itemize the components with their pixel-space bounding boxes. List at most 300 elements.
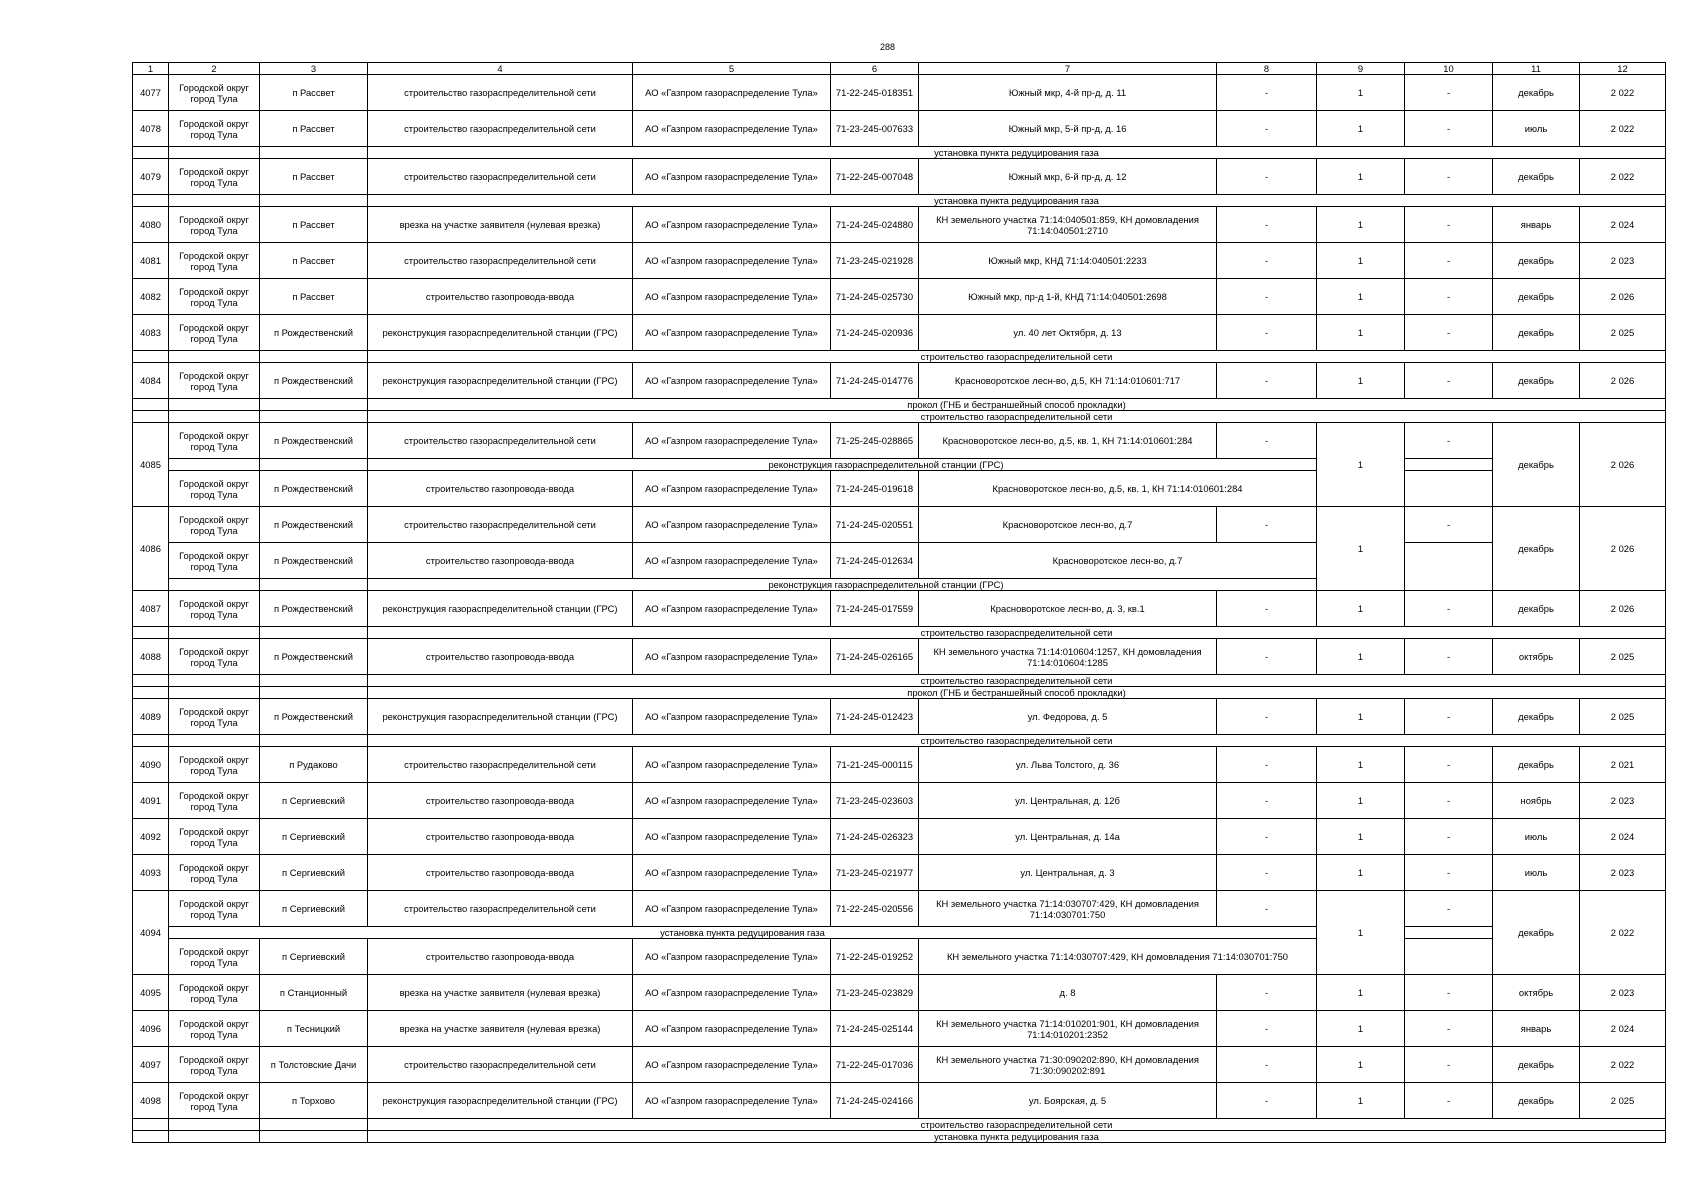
table-cell: 4098 (133, 1083, 169, 1119)
table-cell: 1 (1317, 975, 1405, 1011)
table-row (133, 243, 1666, 279)
table-cell: 71-24-245-026165 (831, 639, 919, 675)
table-cell: строительство газопровода-ввода (368, 279, 633, 315)
column-header: 2 (169, 63, 260, 75)
table-cell: 4097 (133, 1047, 169, 1083)
table-cell (260, 411, 368, 423)
table-cell: - (1405, 639, 1493, 675)
table-cell: КН земельного участка 71:14:010604:1257, КН домовладения 71:14:010604:1285 (919, 639, 1217, 675)
table-cell (260, 195, 368, 207)
table-cell (260, 351, 368, 363)
table-cell: - (1217, 747, 1317, 783)
table-cell: 1 (1317, 747, 1405, 783)
table-row (133, 507, 1666, 543)
table-cell: - (1217, 975, 1317, 1011)
table-cell: - (1217, 1011, 1317, 1047)
table-cell: 4077 (133, 75, 169, 111)
table-cell: строительство газопровода-ввода (368, 639, 633, 675)
table-cell: ул. Боярская, д. 5 (919, 1083, 1217, 1119)
table-row (133, 279, 1666, 315)
table-cell: Городской округ город Тула (169, 747, 260, 783)
table-cell: реконструкция газораспределительной станции (ГРС) (368, 591, 633, 627)
table-cell: Городской округ город Тула (169, 699, 260, 735)
table-cell: 71-23-245-007633 (831, 111, 919, 147)
table-cell (260, 399, 368, 411)
table-cell: КН земельного участка 71:14:030707:429, КН домовладения 71:14:030701:750 (919, 891, 1217, 927)
table-cell: 71-25-245-028865 (831, 423, 919, 459)
table-cell: 1 (1317, 75, 1405, 111)
column-header: 10 (1405, 63, 1493, 75)
table-cell: 4085 (133, 423, 169, 507)
table-cell: 2 021 (1580, 747, 1666, 783)
table-cell: строительство газораспределительной сети (368, 1047, 633, 1083)
table-cell: Городской округ город Тула (169, 939, 260, 975)
table-cell: декабрь (1493, 747, 1580, 783)
table-cell: ул. Центральная, д. 12б (919, 783, 1217, 819)
table-cell: ноябрь (1493, 783, 1580, 819)
table-cell: строительство газораспределительной сети (368, 507, 633, 543)
table-cell (169, 627, 260, 639)
table-cell: 2 023 (1580, 783, 1666, 819)
table-cell: строительство газопровода-ввода (368, 939, 633, 975)
table-cell: - (1217, 75, 1317, 111)
table-cell: июль (1493, 855, 1580, 891)
table-cell (133, 411, 169, 423)
table-cell: - (1405, 507, 1493, 543)
table-cell: 71-24-245-025730 (831, 279, 919, 315)
table-cell: 1 (1317, 1083, 1405, 1119)
table-cell: строительство газораспределительной сети (368, 735, 1666, 747)
table-cell: 71-23-245-023603 (831, 783, 919, 819)
table-cell: Городской округ город Тула (169, 819, 260, 855)
table-cell: АО «Газпром газораспределение Тула» (633, 423, 831, 459)
table-cell: АО «Газпром газораспределение Тула» (633, 111, 831, 147)
table-cell (260, 147, 368, 159)
table-cell (1405, 927, 1493, 939)
table-cell: - (1405, 819, 1493, 855)
table-cell: - (1217, 315, 1317, 351)
table-cell: декабрь (1493, 699, 1580, 735)
table-cell: июль (1493, 111, 1580, 147)
table-row (133, 363, 1666, 399)
table-cell: 1 (1317, 315, 1405, 351)
table-cell: 71-23-245-021977 (831, 855, 919, 891)
table-cell: АО «Газпром газораспределение Тула» (633, 279, 831, 315)
table-cell (133, 1131, 169, 1143)
table-cell: строительство газораспределительной сети (368, 159, 633, 195)
table-cell: Городской округ город Тула (169, 975, 260, 1011)
table-cell (169, 399, 260, 411)
table-cell: 71-24-245-017559 (831, 591, 919, 627)
table-cell (1405, 471, 1493, 507)
table-cell: АО «Газпром газораспределение Тула» (633, 75, 831, 111)
table-cell: - (1405, 423, 1493, 459)
table-cell: октябрь (1493, 639, 1580, 675)
table-cell: 1 (1317, 819, 1405, 855)
table-cell: Городской округ город Тула (169, 279, 260, 315)
table-cell: - (1217, 783, 1317, 819)
table-cell: КН земельного участка 71:14:010201:901, КН домовладения 71:14:010201:2352 (919, 1011, 1217, 1047)
table-cell (133, 687, 169, 699)
table-cell: п Рождественский (260, 471, 368, 507)
table-cell: 2 026 (1580, 423, 1666, 507)
column-header: 11 (1493, 63, 1580, 75)
table-cell: январь (1493, 1011, 1580, 1047)
table-cell: - (1217, 111, 1317, 147)
table-cell: АО «Газпром газораспределение Тула» (633, 471, 831, 507)
sub-note-row (133, 1119, 1666, 1131)
table-cell: АО «Газпром газораспределение Тула» (633, 639, 831, 675)
table-cell (260, 1119, 368, 1131)
table-cell: - (1217, 243, 1317, 279)
table-cell: - (1217, 855, 1317, 891)
table-cell: 2 025 (1580, 315, 1666, 351)
table-cell: 4087 (133, 591, 169, 627)
table-cell: строительство газораспределительной сети (368, 891, 633, 927)
table-cell: п Толстовские Дачи (260, 1047, 368, 1083)
table-row (133, 423, 1666, 459)
sub-note-row (133, 195, 1666, 207)
table-cell: АО «Газпром газораспределение Тула» (633, 591, 831, 627)
table-cell: 71-24-245-012423 (831, 699, 919, 735)
table-cell: Городской округ город Тула (169, 891, 260, 927)
table-cell: д. 8 (919, 975, 1217, 1011)
table-cell: декабрь (1493, 159, 1580, 195)
table-row (133, 1083, 1666, 1119)
table-cell: АО «Газпром газораспределение Тула» (633, 159, 831, 195)
table-cell: 4086 (133, 507, 169, 591)
sub-note-row (133, 1131, 1666, 1143)
table-cell: декабрь (1493, 243, 1580, 279)
table-cell: АО «Газпром газораспределение Тула» (633, 1083, 831, 1119)
table-cell: 2 022 (1580, 159, 1666, 195)
table-cell: 1 (1317, 207, 1405, 243)
table-cell: Городской округ город Тула (169, 315, 260, 351)
sub-note-row (133, 459, 1666, 471)
table-cell: - (1405, 363, 1493, 399)
table-cell: Южный мкр, 4-й пр-д, д. 11 (919, 75, 1217, 111)
table-cell: - (1217, 507, 1317, 543)
header-row (133, 63, 1666, 75)
table-cell: 4084 (133, 363, 169, 399)
table-cell: - (1217, 1083, 1317, 1119)
table-cell: строительство газопровода-ввода (368, 471, 633, 507)
table-cell (133, 675, 169, 687)
table-cell: 4088 (133, 639, 169, 675)
table-cell: - (1405, 891, 1493, 927)
table-cell: прокол (ГНБ и бестраншейный способ прокладки) (368, 399, 1666, 411)
table-cell: - (1405, 279, 1493, 315)
table-cell: п Рождественский (260, 507, 368, 543)
table-cell: 2 023 (1580, 855, 1666, 891)
table-row (133, 315, 1666, 351)
table-cell: ул. Центральная, д. 3 (919, 855, 1217, 891)
table-row (133, 207, 1666, 243)
sub-note-row (133, 411, 1666, 423)
table-cell: АО «Газпром газораспределение Тула» (633, 543, 831, 579)
table-cell: АО «Газпром газораспределение Тула» (633, 891, 831, 927)
table-cell (133, 147, 169, 159)
table-cell: п Рудаково (260, 747, 368, 783)
table-cell: строительство газораспределительной сети (368, 675, 1666, 687)
table-cell: - (1217, 1047, 1317, 1083)
table-row (133, 891, 1666, 927)
table-cell: 71-23-245-021928 (831, 243, 919, 279)
table-cell: декабрь (1493, 423, 1580, 507)
table-cell: 71-24-245-012634 (831, 543, 919, 579)
table-cell: 4096 (133, 1011, 169, 1047)
table-cell: 2 026 (1580, 279, 1666, 315)
table-cell: 1 (1317, 111, 1405, 147)
table-cell: 4083 (133, 315, 169, 351)
table-cell: врезка на участке заявителя (нулевая врезка) (368, 207, 633, 243)
table-row (133, 939, 1666, 975)
table-cell: 2 026 (1580, 363, 1666, 399)
table-row (133, 1011, 1666, 1047)
table-cell: установка пункта редуцирования газа (169, 927, 1317, 939)
table-cell: АО «Газпром газораспределение Тула» (633, 939, 831, 975)
table-cell: Городской округ город Тула (169, 75, 260, 111)
table-cell: июль (1493, 819, 1580, 855)
table-cell: реконструкция газораспределительной станции (ГРС) (368, 459, 1405, 471)
table-cell: Городской округ город Тула (169, 207, 260, 243)
table-cell: 1 (1317, 855, 1405, 891)
table-cell: п Сергиевский (260, 939, 368, 975)
table-cell: Южный мкр, КНД 71:14:040501:2233 (919, 243, 1217, 279)
table-row (133, 639, 1666, 675)
table-cell: - (1405, 1011, 1493, 1047)
table-cell: п Сергиевский (260, 783, 368, 819)
table-cell (260, 579, 368, 591)
table-cell (133, 735, 169, 747)
table-cell: п Рождественский (260, 363, 368, 399)
table-cell (260, 687, 368, 699)
table-cell: - (1217, 891, 1317, 927)
table-cell: строительство газопровода-ввода (368, 783, 633, 819)
table-cell (260, 459, 368, 471)
table-cell: КН земельного участка 71:14:040501:859, КН домовладения 71:14:040501:2710 (919, 207, 1217, 243)
table-cell: декабрь (1493, 1083, 1580, 1119)
sub-note-row (133, 735, 1666, 747)
table-cell: реконструкция газораспределительной станции (ГРС) (368, 579, 1405, 591)
column-header: 3 (260, 63, 368, 75)
table-cell (133, 351, 169, 363)
table-cell: Городской округ город Тула (169, 423, 260, 459)
table-cell: п Сергиевский (260, 891, 368, 927)
table-cell: Городской округ город Тула (169, 471, 260, 507)
table-cell: АО «Газпром газораспределение Тула» (633, 855, 831, 891)
table-cell: - (1405, 207, 1493, 243)
table-cell: 71-22-245-017036 (831, 1047, 919, 1083)
table-cell: п Рассвет (260, 279, 368, 315)
table-cell: 1 (1317, 507, 1405, 591)
table-cell: 71-24-245-025144 (831, 1011, 919, 1047)
table-row (133, 747, 1666, 783)
table-cell: 4094 (133, 891, 169, 975)
table-cell: реконструкция газораспределительной станции (ГРС) (368, 315, 633, 351)
table-cell: Городской округ город Тула (169, 591, 260, 627)
table-row (133, 783, 1666, 819)
table-cell: АО «Газпром газораспределение Тула» (633, 507, 831, 543)
data-table (132, 62, 1666, 1143)
table-cell: - (1405, 747, 1493, 783)
table-cell (260, 627, 368, 639)
table-cell: 1 (1317, 1047, 1405, 1083)
table-cell: декабрь (1493, 279, 1580, 315)
table-cell: Городской округ город Тула (169, 507, 260, 543)
table-cell: декабрь (1493, 891, 1580, 975)
table-cell: ул. Льва Толстого, д. 36 (919, 747, 1217, 783)
column-header: 8 (1217, 63, 1317, 75)
sub-note-row (133, 399, 1666, 411)
table-cell: Городской округ город Тула (169, 159, 260, 195)
table-cell: 2 024 (1580, 207, 1666, 243)
table-cell: 4078 (133, 111, 169, 147)
table-cell: п Рождественский (260, 543, 368, 579)
table-cell: Красноворотское лесн-во, д.5, КН 71:14:010601:717 (919, 363, 1217, 399)
table-cell: прокол (ГНБ и бестраншейный способ прокладки) (368, 687, 1666, 699)
table-cell (133, 1119, 169, 1131)
table-cell: КН земельного участка 71:30:090202:890, КН домовладения 71:30:090202:891 (919, 1047, 1217, 1083)
table-cell: - (1405, 699, 1493, 735)
table-cell: Городской округ город Тула (169, 243, 260, 279)
table-cell: строительство газораспределительной сети (368, 351, 1666, 363)
table-cell: 1 (1317, 363, 1405, 399)
table-cell: 4090 (133, 747, 169, 783)
table-cell: - (1405, 75, 1493, 111)
table-cell: Городской округ город Тула (169, 1047, 260, 1083)
table-cell: 1 (1317, 639, 1405, 675)
table-cell: - (1405, 975, 1493, 1011)
table-cell: установка пункта редуцирования газа (368, 147, 1666, 159)
table-cell: строительство газопровода-ввода (368, 819, 633, 855)
sub-note-row (133, 627, 1666, 639)
table-cell: строительство газораспределительной сети (368, 111, 633, 147)
table-cell: 1 (1317, 699, 1405, 735)
table-cell: 4080 (133, 207, 169, 243)
table-cell: Южный мкр, 5-й пр-д, д. 16 (919, 111, 1217, 147)
table-cell (1405, 459, 1493, 471)
table-cell: 2 023 (1580, 975, 1666, 1011)
table-cell: октябрь (1493, 975, 1580, 1011)
table-cell: п Станционный (260, 975, 368, 1011)
table-cell: АО «Газпром газораспределение Тула» (633, 783, 831, 819)
column-header: 9 (1317, 63, 1405, 75)
table-cell: 4081 (133, 243, 169, 279)
table-cell: 4089 (133, 699, 169, 735)
table-cell: строительство газораспределительной сети (368, 243, 633, 279)
table-cell: - (1405, 591, 1493, 627)
table-cell (1405, 939, 1493, 975)
table-cell: строительство газораспределительной сети (368, 423, 633, 459)
table-cell: 4082 (133, 279, 169, 315)
table-row (133, 819, 1666, 855)
table-cell: 1 (1317, 159, 1405, 195)
table-cell: Городской округ город Тула (169, 783, 260, 819)
table-cell: Городской округ город Тула (169, 543, 260, 579)
table-row (133, 159, 1666, 195)
table-cell: - (1405, 1047, 1493, 1083)
table-cell (133, 195, 169, 207)
table-cell: Городской округ город Тула (169, 639, 260, 675)
table-cell: строительство газораспределительной сети (368, 75, 633, 111)
table-cell: - (1217, 423, 1317, 459)
sub-note-row (133, 927, 1666, 939)
table-cell: 71-22-245-007048 (831, 159, 919, 195)
table-cell: Красноворотское лесн-во, д.7 (919, 507, 1217, 543)
table-cell (169, 687, 260, 699)
table-cell: АО «Газпром газораспределение Тула» (633, 1047, 831, 1083)
column-header: 12 (1580, 63, 1666, 75)
table-cell: 2 024 (1580, 819, 1666, 855)
column-header: 1 (133, 63, 169, 75)
table-cell: АО «Газпром газораспределение Тула» (633, 819, 831, 855)
table-cell: 2 022 (1580, 111, 1666, 147)
table-cell (169, 735, 260, 747)
table-cell: Красноворотское лесн-во, д.7 (919, 543, 1317, 579)
sub-note-row (133, 147, 1666, 159)
table-cell: п Рассвет (260, 243, 368, 279)
table-row (133, 75, 1666, 111)
sub-note-row (133, 351, 1666, 363)
table-cell: Городской округ город Тула (169, 1083, 260, 1119)
table-cell: п Рассвет (260, 159, 368, 195)
table-cell: Городской округ город Тула (169, 363, 260, 399)
sub-note-row (133, 675, 1666, 687)
table-cell: декабрь (1493, 315, 1580, 351)
table-cell: 1 (1317, 783, 1405, 819)
table-cell: 2 022 (1580, 891, 1666, 975)
table-cell: АО «Газпром газораспределение Тула» (633, 363, 831, 399)
table-cell: п Сергиевский (260, 819, 368, 855)
table-cell: - (1217, 159, 1317, 195)
table-cell: декабрь (1493, 1047, 1580, 1083)
table-cell: 1 (1317, 279, 1405, 315)
table-cell: 71-23-245-023829 (831, 975, 919, 1011)
table-cell: Городской округ город Тула (169, 855, 260, 891)
table-cell: декабрь (1493, 591, 1580, 627)
table-cell: п Рассвет (260, 207, 368, 243)
column-header: 5 (633, 63, 831, 75)
table-cell: строительство газораспределительной сети (368, 411, 1666, 423)
table-row (133, 699, 1666, 735)
table-cell: - (1217, 819, 1317, 855)
table-cell: 2 025 (1580, 639, 1666, 675)
table-cell: п Сергиевский (260, 855, 368, 891)
table-cell: 4079 (133, 159, 169, 195)
table-cell: реконструкция газораспределительной станции (ГРС) (368, 1083, 633, 1119)
table-cell (133, 627, 169, 639)
table-cell: п Рождественский (260, 639, 368, 675)
table-cell: январь (1493, 207, 1580, 243)
table-cell: 1 (1317, 1011, 1405, 1047)
table-cell: - (1405, 783, 1493, 819)
table-cell: п Рождественский (260, 591, 368, 627)
table-cell: 1 (1317, 891, 1405, 975)
table-cell: врезка на участке заявителя (нулевая врезка) (368, 975, 633, 1011)
table-cell: 2 022 (1580, 1047, 1666, 1083)
page-number: 288 (880, 42, 896, 52)
column-header: 4 (368, 63, 633, 75)
table-cell (133, 399, 169, 411)
table-cell: 1 (1317, 591, 1405, 627)
table-cell: ул. Федорова, д. 5 (919, 699, 1217, 735)
table-cell (169, 411, 260, 423)
table-cell: 71-24-245-024880 (831, 207, 919, 243)
table-cell: 71-24-245-020551 (831, 507, 919, 543)
table-cell: декабрь (1493, 507, 1580, 591)
table-cell: АО «Газпром газораспределение Тула» (633, 315, 831, 351)
